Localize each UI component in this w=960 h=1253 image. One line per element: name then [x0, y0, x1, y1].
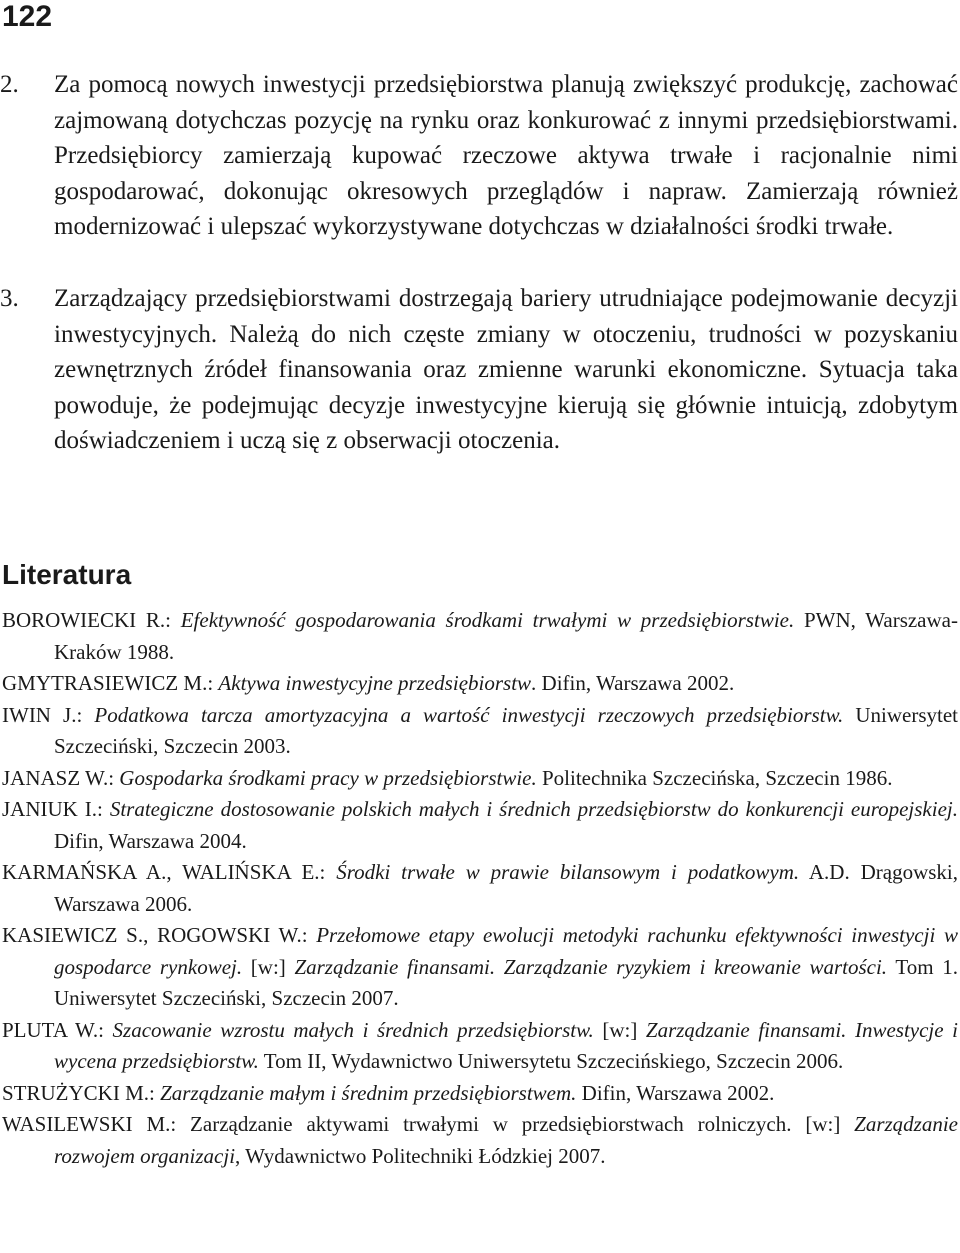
- reference-author: KASIEWICZ S., ROGOWSKI W.:: [2, 923, 317, 947]
- paragraph-text: Za pomocą nowych inwestycji przedsiębiorstwa planują zwiększyć produkcję, zachować zajmowaną dotychczas pozycję na rynku oraz konkurować z innymi przedsiębiorstwami. Przedsiębiorcy zamierzają kupować rzeczowe aktywa trwałe i racjonalnie nimi gospodarować, dokonując okresowych przeglądów i napraw. Zamierzają również modernizować i ulepszać wykorzystywane dotychczas w działalności środki trwałe.: [54, 71, 958, 241]
- reference-entry: [0, 1078, 958, 1110]
- reference-author: GMYTRASIEWICZ M.:: [2, 671, 219, 695]
- page-number: 122: [2, 0, 53, 33]
- reference-title: Zarządzanie małym i średnim przedsiębiorstwem.: [160, 1080, 577, 1105]
- reference-author: WASILEWSKI M.:: [2, 1112, 191, 1136]
- reference-publisher: Difin, Warszawa 2002.: [576, 1080, 775, 1105]
- reference-title: Podatkowa tarcza amortyzacyjna a wartość inwestycji rzeczowych przedsiębiorstw.: [94, 702, 844, 727]
- reference-author: BOROWIECKI R.:: [2, 608, 181, 632]
- paragraph-3: [0, 281, 958, 496]
- paragraph-number: 3.: [0, 285, 19, 312]
- reference-publisher: PWN, Warszawa-Kraków 1988.: [54, 608, 958, 664]
- reference-author: IWIN J.:: [2, 702, 95, 727]
- bibliography-list: [0, 605, 958, 1172]
- reference-entry: [0, 700, 958, 763]
- reference-author: JANASZ W.:: [2, 765, 120, 790]
- reference-publisher: Politechnika Szczecińska, Szczecin 1986.: [536, 765, 893, 790]
- reference-title: Środki trwałe w prawie bilansowym i podatkowym.: [336, 860, 800, 884]
- reference-entry: [0, 920, 958, 1015]
- reference-entry: [0, 1015, 958, 1078]
- reference-author: PLUTA W.:: [2, 1017, 113, 1042]
- reference-publisher: Zarządzanie aktywami trwałymi w przedsiębiorstwach rolniczych. [w:]: [190, 1112, 855, 1136]
- section-heading: Literatura: [2, 559, 132, 590]
- reference-entry: [0, 668, 958, 700]
- reference-entry: [0, 763, 958, 795]
- reference-title-secondary: Zarządzanie finansami. Zarządzanie ryzykiem i kreowanie wartości.: [294, 954, 888, 979]
- reference-title: Szacowanie wzrostu małych i średnich przedsiębiorstw.: [112, 1017, 594, 1042]
- paragraph-text: Zarządzający przedsiębiorstwami dostrzegają bariery utrudniające podejmowanie decyzji inwestycyjnych. Należą do nich częste zmiany w otoczeniu, trudności w pozyskaniu zewnętrznych źródeł finansowania oraz zmienne warunki ekonomiczne. Sytuacja taka powoduje, że podejmując decyzje inwestycyjne kierują się głównie intuicją, zdobytym doświadczeniem i uczą się z obserwacji otoczenia.: [54, 285, 958, 455]
- reference-publisher: [w:]: [593, 1017, 646, 1042]
- reference-publisher: Difin, Warszawa 2004.: [54, 828, 247, 853]
- paragraph-2: [0, 67, 958, 282]
- reference-title: Efektywność gospodarowania środkami trwałymi w przedsiębiorstwie.: [180, 608, 795, 632]
- reference-title-secondary: Zarządzanie rozwojem organizacji: [54, 1112, 958, 1168]
- reference-title: Przełomowe etapy ewolucji metodyki rachunku efektywności inwestycji w gospodarce rynkowej.: [54, 923, 958, 979]
- reference-author: KARMAŃSKA A., WALIŃSKA E.:: [2, 860, 337, 884]
- reference-publisher: A.D. Drągowski, Warszawa 2006.: [54, 860, 958, 916]
- reference-entry: [0, 857, 958, 920]
- reference-publisher-secondary: , Wydawnictwo Politechniki Łódzkiej 2007.: [235, 1143, 606, 1168]
- reference-title-secondary: Zarządzanie finansami. Inwestycje i wycena przedsiębiorstw.: [54, 1017, 958, 1073]
- reference-title: Aktywa inwestycyjne przedsiębiorstw: [218, 671, 532, 695]
- reference-publisher: Uniwersytet Szczeciński, Szczecin 2003.: [54, 702, 958, 758]
- paragraph-number: 2.: [0, 71, 19, 98]
- reference-entry: [0, 794, 958, 857]
- reference-publisher: . Difin, Warszawa 2002.: [531, 671, 735, 695]
- reference-publisher-secondary: Tom II, Wydawnictwo Uniwersytetu Szczecińskiego, Szczecin 2006.: [258, 1049, 844, 1073]
- reference-author: STRUŻYCKI M.:: [2, 1080, 161, 1105]
- reference-title: Gospodarka środkami pracy w przedsiębiorstwie.: [119, 765, 537, 790]
- reference-title: Strategiczne dostosowanie polskich małych i średnich przedsiębiorstw do konkurencji europejskiej.: [109, 797, 958, 821]
- reference-publisher-secondary: Tom 1. Uniwersytet Szczeciński, Szczecin 2007.: [54, 954, 958, 1010]
- reference-publisher: [w:]: [242, 954, 295, 979]
- reference-author: JANIUK I.:: [2, 797, 110, 821]
- reference-entry: [0, 605, 958, 668]
- reference-entry: [0, 1109, 958, 1172]
